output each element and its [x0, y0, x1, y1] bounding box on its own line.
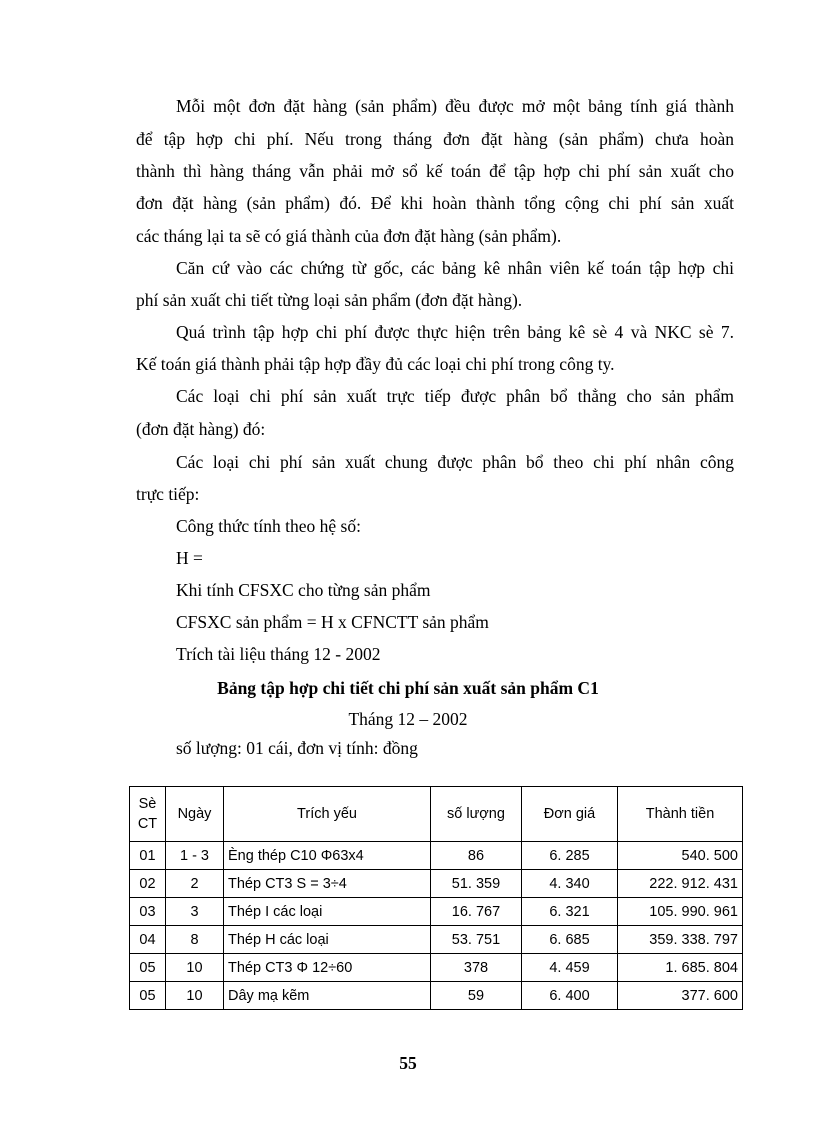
cell-date: 3: [166, 898, 224, 926]
cell-description: Thép CT3 S = 3÷4: [224, 870, 431, 898]
paragraph-line: để tập hợp chi phí. Nếu trong tháng đơn đặt hàng (sản phẩm) chưa hoàn: [136, 129, 734, 149]
table-title: Bảng tập hợp chi tiết chi phí sản xuất sản phẩm C1: [217, 678, 599, 698]
cell-unit-price: 6. 400: [522, 982, 618, 1010]
cell-date: 8: [166, 926, 224, 954]
paragraph-line: trực tiếp:: [136, 484, 200, 504]
header-cell: Đơn giá: [522, 787, 618, 842]
table-row: [130, 954, 743, 982]
paragraph-line: Kế toán giá thành phải tập hợp đầy đủ các loại chi phí trong công ty.: [136, 354, 615, 374]
paragraph-line: đơn đặt hàng (sản phẩm) đó. Để khi hoàn thành tổng cộng chi phí sản xuất: [136, 193, 734, 213]
page-number: 55: [399, 1053, 417, 1073]
cell-description: Dây mạ kẽm: [224, 982, 431, 1010]
header-cell: Sè CT: [130, 787, 166, 842]
cell-quantity: 53. 751: [431, 926, 522, 954]
paragraph-line: Các loại chi phí sản xuất chung được phân bổ theo chi phí nhân công: [176, 452, 734, 472]
paragraph-line: (đơn đặt hàng) đó:: [136, 419, 266, 439]
cell-date: 2: [166, 870, 224, 898]
cell-doc-no: 05: [130, 982, 166, 1010]
cell-doc-no: 01: [130, 842, 166, 870]
cell-amount: 222. 912. 431: [618, 870, 743, 898]
header-cell: Trích yếu: [224, 787, 431, 842]
paragraph-line: Căn cứ vào các chứng từ gốc, các bảng kê nhân viên kế toán tập hợp chi: [176, 258, 734, 278]
table-row: [130, 870, 743, 898]
formula: CFSXC sản phẩm = H x CFNCTT sản phẩm: [176, 612, 489, 632]
cell-doc-no: 02: [130, 870, 166, 898]
paragraph-line: thành thì hàng tháng vẫn phải mở sổ kế toán để tập hợp chi phí sản xuất cho: [136, 161, 734, 181]
header-cell: Ngày: [166, 787, 224, 842]
cell-quantity: 86: [431, 842, 522, 870]
h-equals: H =: [176, 548, 203, 568]
cell-doc-no: 05: [130, 954, 166, 982]
header-cell: số lượng: [431, 787, 522, 842]
paragraph-line: Các loại chi phí sản xuất trực tiếp được phân bổ thẳng cho sản phẩm: [176, 386, 734, 406]
table-row: [130, 842, 743, 870]
table-row: [130, 982, 743, 1010]
paragraph-line: Quá trình tập hợp chi phí được thực hiện trên bảng kê sè 4 và NKC sè 7.: [176, 322, 734, 342]
cell-amount: 105. 990. 961: [618, 898, 743, 926]
cell-description: Thép CT3 Φ 12÷60: [224, 954, 431, 982]
cell-amount: 359. 338. 797: [618, 926, 743, 954]
cell-unit-price: 4. 340: [522, 870, 618, 898]
cell-unit-price: 4. 459: [522, 954, 618, 982]
table-note: số lượng: 01 cái, đơn vị tính: đồng: [176, 738, 418, 758]
cell-date: 10: [166, 954, 224, 982]
cost-table: [129, 786, 743, 1010]
cell-date: 10: [166, 982, 224, 1010]
cell-unit-price: 6. 285: [522, 842, 618, 870]
paragraph-line: phí sản xuất chi tiết từng loại sản phẩm (đơn đặt hàng).: [136, 290, 523, 310]
cell-doc-no: 03: [130, 898, 166, 926]
cell-description: Thép H các loại: [224, 926, 431, 954]
table-header-row: [130, 787, 743, 842]
cell-unit-price: 6. 321: [522, 898, 618, 926]
header-cell: Thành tiền: [618, 787, 743, 842]
cell-unit-price: 6. 685: [522, 926, 618, 954]
paragraph-line: các tháng lại ta sẽ có giá thành của đơn đặt hàng (sản phẩm).: [136, 226, 562, 246]
formula-intro: Công thức tính theo hệ số:: [176, 516, 361, 536]
cell-quantity: 51. 359: [431, 870, 522, 898]
table-row: [130, 926, 743, 954]
cell-quantity: 59: [431, 982, 522, 1010]
cell-amount: 540. 500: [618, 842, 743, 870]
cell-quantity: 16. 767: [431, 898, 522, 926]
cell-amount: 1. 685. 804: [618, 954, 743, 982]
cell-amount: 377. 600: [618, 982, 743, 1010]
cell-doc-no: 04: [130, 926, 166, 954]
table-subtitle: Tháng 12 – 2002: [348, 709, 468, 729]
excerpt-note: Trích tài liệu tháng 12 - 2002: [176, 644, 381, 664]
cell-description: Thép I các loại: [224, 898, 431, 926]
calc-note: Khi tính CFSXC cho từng sản phẩm: [176, 580, 431, 600]
table-row: [130, 898, 743, 926]
cell-quantity: 378: [431, 954, 522, 982]
cell-description: Èng thép C10 Φ63x4: [224, 842, 431, 870]
cell-date: 1 - 3: [166, 842, 224, 870]
paragraph-line: Mỗi một đơn đặt hàng (sản phẩm) đều được mở một bảng tính giá thành: [176, 96, 734, 116]
